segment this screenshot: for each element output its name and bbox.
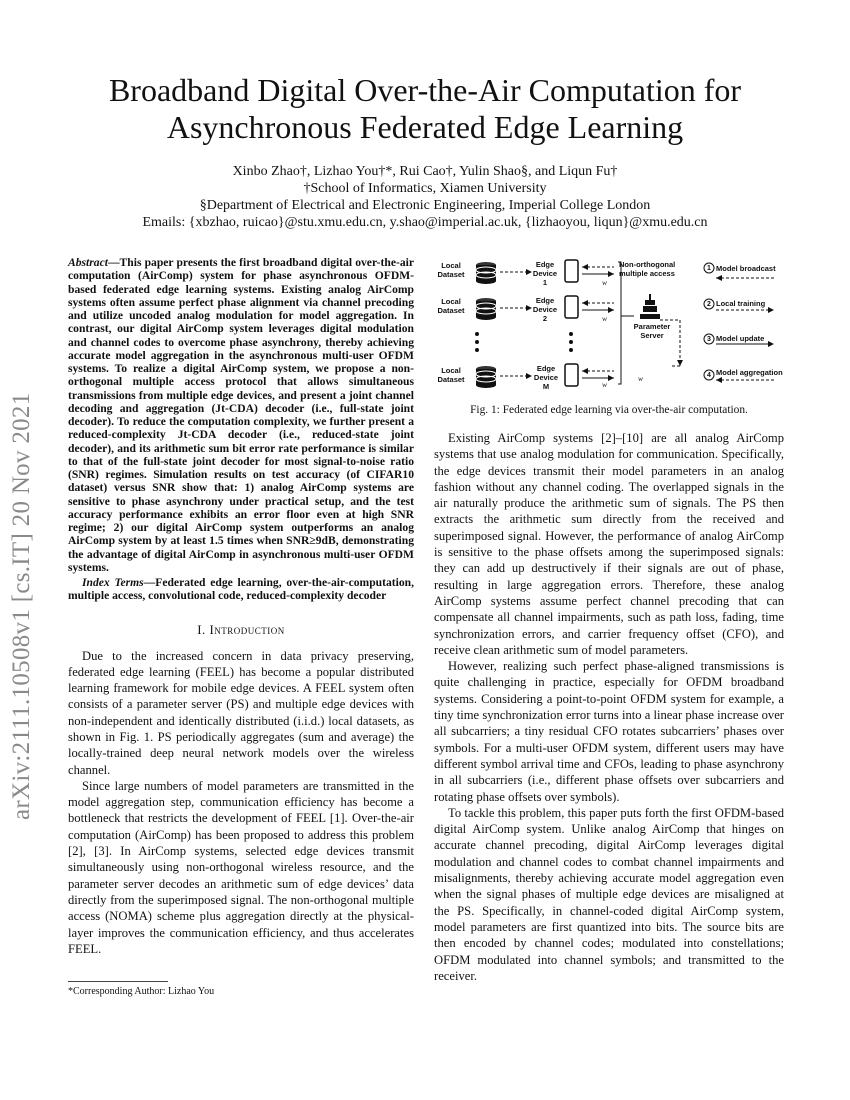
legend-model-update: Model update	[716, 334, 765, 343]
index-terms-text: —Federated edge learning, over-the-air-computation, multiple access, convolutional code, reduced-complexity decoder	[68, 576, 414, 603]
label-edge-device-1: Edge Device 1	[532, 260, 558, 287]
footnote-rule	[68, 981, 168, 982]
affiliation-2: §Department of Electrical and Electronic Engineering, Imperial College London	[199, 198, 651, 213]
index-terms-label: Index Terms	[82, 576, 144, 589]
label-w2: w	[602, 314, 608, 323]
index-terms	[68, 576, 414, 603]
paper-title: Broadband Digital Over-the-Air Computation for Asynchronous Federated Edge Learning	[108, 72, 742, 145]
label-local-dataset-1: Local Dataset	[437, 261, 465, 279]
affiliation-1: †School of Informatics, Xiamen University	[303, 181, 547, 196]
label-local-dataset-2: Local Dataset	[437, 297, 465, 315]
dataset-cylinder-icon	[476, 298, 496, 320]
abstract	[68, 256, 414, 574]
figure-1-caption: Fig. 1: Federated edge learning via over-the-air computation.	[470, 404, 748, 416]
server-tower-icon	[640, 294, 660, 319]
label-edge-device-m: Edge Device M	[533, 364, 559, 391]
legend-number-4: 4	[707, 372, 711, 379]
intro-paragraph-2: Since large numbers of model parameters are transmitted in the model aggregation step, communication efficiency has become a bottleneck that restricts the development of FEEL [1]. Over-the-air computation (AirComp) has been proposed to address this problem [2], [3]. In AirComp systems, selected edge devices transmit simultaneously using non-orthogonal wireless resource, and the parameter server decodes an arithmetic sum of edge devices’ data directly from the superimposed signal. The non-orthogonal multiple access (NOMA) scheme plus aggregation directly at the physical-layer improves the communication efficiency, and thus accelerates FEEL.	[68, 778, 414, 956]
arxiv-stamp: arXiv:2111.10508v1 [cs.IT] 20 Nov 2021	[8, 392, 35, 820]
phone-icon	[565, 260, 578, 282]
legend-local-training: Local training	[716, 299, 766, 308]
figure-1	[434, 256, 784, 396]
legend-number-2: 2	[707, 301, 711, 308]
phone-icon	[565, 296, 578, 318]
legend-number-3: 3	[707, 336, 711, 343]
dataset-cylinder-icon	[476, 366, 496, 388]
right-column	[434, 256, 784, 984]
label-local-dataset-3: Local Dataset	[437, 366, 465, 384]
abstract-text: —This paper presents the first broadband digital over-the-air computation (AirComp) system for phase asynchronous OFDM-based federated edge learning systems. Existing analog AirComp systems often assume perfect phase alignment via channel precoding and utilize uncoded analog modulation for model aggregation. In contrast, our digital AirComp system leverages digital modulation and channel codes to overcome phase asynchrony, thereby achieving accurate model aggregation in the asynchronous multi-user OFDM systems. To realize a digital AirComp system, we propose a non-orthogonal multiple access protocol that allows simultaneous transmissions from multiple edge devices, and present a joint channel decoding and aggregation (Jt-CDA) decoder (i.e., full-state joint decoder). To reduce the computation complexity, we further present a reduced-complexity Jt-CDA decoder (i.e., reduced-state joint decoder), and its arithmetic sum bit error rate performance is similar to that of the full-state joint decoder for most signal-to-noise ratio (SNR) regimes. Simulation results on test accuracy (of CIFAR10 dataset) versus SNR show that: 1) analog AirComp systems are sensitive to phase asynchrony under practical setup, and the test accuracy performance exhibits an error floor even at high SNR regime; 2) our digital AirComp system outperforms an analog AirComp system by at least 1.5 times when SNR≥9dB, demonstrating the advantage of digital AirComp in asynchronous multi-user OFDM systems.	[68, 256, 414, 574]
dataset-cylinder-icon	[476, 262, 496, 284]
legend-number-1: 1	[707, 265, 711, 272]
author-block	[60, 163, 790, 231]
section-heading-introduction: I. Introduction	[197, 622, 285, 637]
footnote: *Corresponding Author: Lizhao You	[68, 986, 215, 997]
right-paragraph-1: Existing AirComp systems [2]–[10] are all analog AirComp systems that use analog modulation for communication. Specifically, the edge devices transmit their model parameters in an analog fashion without any channel coding. The overlapped signals in the air naturally produce the arithmetic sum of signals. The PS then extracts the arithmetic sum directly from the received and superimposed signal. However, the performance of analog AirComp is sensitive to the phase offsets among the superimposed signals: they can add up destructively if their signals are out of phase, resulting in large aggregation errors. Therefore, these analog AirComp systems assume perfect channel precoding that can compensate all channel impairments, such as path loss, fading, time synchronization errors, and carrier frequency offset (CFO), and receive clean arithmetic sum of model parameters.	[434, 431, 784, 657]
right-paragraph-2: However, realizing such perfect phase-aligned transmissions is quite challenging in practice, especially for OFDM broadband systems. Considering a point-to-point OFDM system for example, a tiny time synchronization error turns into a linear phase increase over all subcarriers; a tiny residual CFO rotates subcarriers’ phases over symbols. For a multi-user OFDM system, different users may have different symbol arrival time and CFOs, leading to phase asynchrony in all subcarriers (i.e., different phase offsets over subcarriers and rotating phase offsets over symbols).	[434, 659, 784, 804]
right-paragraph-3: To tackle this problem, this paper puts forth the first OFDM-based digital AirComp system. Unlike analog AirComp that hinges on accurate channel precoding, digital AirComp leverages digital modulation and channel codes to combat channel impairments and misalignments, thereby achieving accurate model aggregation even when the signal phases of multiple edge devices are misaligned at the PS. Specifically, in channel-coded digital AirComp system, model parameters are first quantized into bits. The source bits are then encoded by channel codes; modulated into constellations; OFDM modulated into channel symbols; and transmitted to the receiver.	[434, 805, 784, 983]
label-noma: Non-orthogonal multiple access	[619, 260, 676, 278]
abstract-label: Abstract	[68, 256, 108, 269]
label-update-formula: w	[638, 374, 644, 383]
left-column	[68, 256, 414, 957]
legend-model-aggregation: Model aggregation	[716, 368, 783, 377]
label-wM: w	[602, 380, 608, 389]
intro-paragraph-1: Due to the increased concern in data privacy preserving, federated edge learning (FEEL) has become a popular distributed learning framework for mobile edge devices. A FEEL system often consists of a parameter server (PS) and multiple edge devices with non-independent and identically distributed (i.i.d.) local datasets, as shown in Fig. 1. PS periodically aggregates (sum and average) the locally-trained deep neural network models over the wireless channel.	[68, 648, 414, 777]
label-edge-device-2: Edge Device 2	[532, 296, 558, 323]
label-parameter-server: Parameter Server	[633, 322, 671, 340]
author-list: Xinbo Zhao†, Lizhao You†*, Rui Cao†, Yulin Shao§, and Liqun Fu†	[232, 164, 618, 179]
phone-icon	[565, 364, 578, 386]
label-w1: w	[602, 278, 608, 287]
legend-model-broadcast: Model broadcast	[716, 264, 776, 273]
emails: Emails: {xbzhao, ruicao}@stu.xmu.edu.cn, y.shao@imperial.ac.uk, {lizhaoyou, liqun}@xmu.edu.cn	[142, 215, 708, 230]
